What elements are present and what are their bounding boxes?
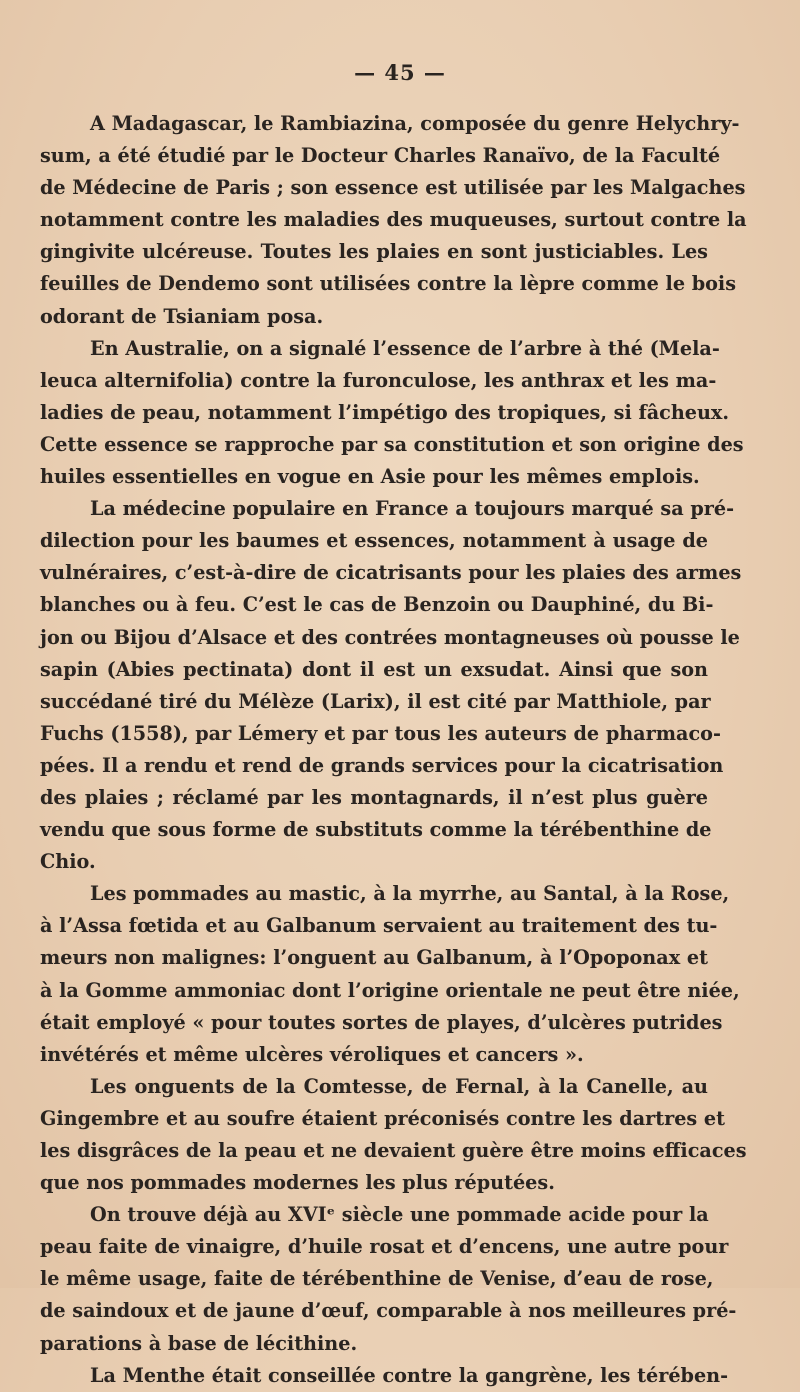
text-line: peau faite de vinaigre, d’huile rosat et d’encens, une autre pour [40,1235,729,1259]
text-line: gingivite ulcéreuse. Toutes les plaies en sont justiciables. Les [40,240,708,264]
text-line: odorant de Tsianiam posa. [40,304,324,328]
text-line: meurs non malignes: l’onguent au Galbanum, à l’Opoponax et [40,946,708,970]
text-line: Gingembre et au soufre étaient préconisés contre les dartres et [40,1106,725,1130]
text-line: vendu que sous forme de substituts comme la térébenthine de [40,818,712,842]
text-line: Fuchs (1558), par Lémery et par tous les auteurs de pharmaco- [40,721,721,745]
text-line: notamment contre les maladies des muqueuses, surtout contre la [40,208,747,232]
text-line: à la Gomme ammoniac dont l’origine orientale ne peut être niée, [40,978,740,1002]
text-line: Les onguents de la Comtesse, de Fernal, à la Canelle, au [90,1074,708,1098]
text-line: était employé « pour toutes sortes de playes, d’ulcères putrides [40,1010,723,1034]
text-line: huiles essentielles en vogue en Asie pour les mêmes emplois. [40,465,700,489]
page-number: — 45 — [354,60,446,85]
text-line: vulnéraires, c’est-à-dire de cicatrisants pour les plaies des armes [40,561,742,585]
text-line: Cette essence se rapproche par sa constitution et son origine des [40,432,744,456]
text-line: La médecine populaire en France a toujours marqué sa pré- [90,497,735,521]
text-line: feuilles de Dendemo sont utilisées contre la lèpre comme le bois [40,272,737,296]
text-line: invétérés et même ulcères véroliques et cancers ». [40,1042,584,1066]
text-line: le même usage, faite de térébenthine de Venise, d’eau de rose, [40,1267,714,1291]
text-line: Chio. [40,850,96,874]
text-line: On trouve déjà au XVIᵉ siècle une pommade acide pour la [90,1203,709,1227]
text-line: que nos pommades modernes les plus réputées. [40,1171,555,1195]
text-line: parations à base de lécithine. [40,1331,358,1355]
text-line: blanches ou à feu. C’est le cas de Benzoin ou Dauphiné, du Bi- [40,593,714,617]
text-line: leuca alternifolia) contre la furonculose, les anthrax et les ma- [40,368,717,392]
text-line: En Australie, on a signalé l’essence de l’arbre à thé (Mela- [90,336,720,360]
text-line: les disgrâces de la peau et ne devaient guère être moins efficaces [40,1139,747,1162]
text-line: Les pommades au mastic, à la myrrhe, au Santal, à la Rose, [90,882,730,906]
text-line: jon ou Bijou d’Alsace et des contrées montagneuses où pousse le [40,625,740,649]
text-line: La Menthe était conseillée contre la gangrène, les térében- [90,1363,729,1387]
text-line: pées. Il a rendu et rend de grands services pour la cicatrisation [40,753,724,777]
body-text [40,108,747,1392]
text-line: A Madagascar, le Rambiazina, composée du genre Helychry- [90,112,740,135]
text-line: à l’Assa fœtida et au Galbanum servaient au traitement des tu- [40,914,718,938]
text-line: des plaies ; réclamé par les montagnards, il n’est plus guère [40,785,708,809]
text-line: de Médecine de Paris ; son essence est utilisée par les Malgaches [40,176,746,200]
text-line: de saindoux et de jaune d’œuf, comparable à nos meilleures pré- [40,1299,737,1323]
text-line: sum, a été étudié par le Docteur Charles Ranaïvo, de la Faculté [40,144,721,168]
text-line: sapin (Abies pectinata) dont il est un exsudat. Ainsi que son [40,657,708,681]
text-line: dilection pour les baumes et essences, notamment à usage de [40,529,708,553]
text-line: ladies de peau, notamment l’impétigo des tropiques, si fâcheux. [40,400,730,424]
text-line: succédané tiré du Mélèze (Larix), il est cité par Matthiole, par [40,689,711,713]
